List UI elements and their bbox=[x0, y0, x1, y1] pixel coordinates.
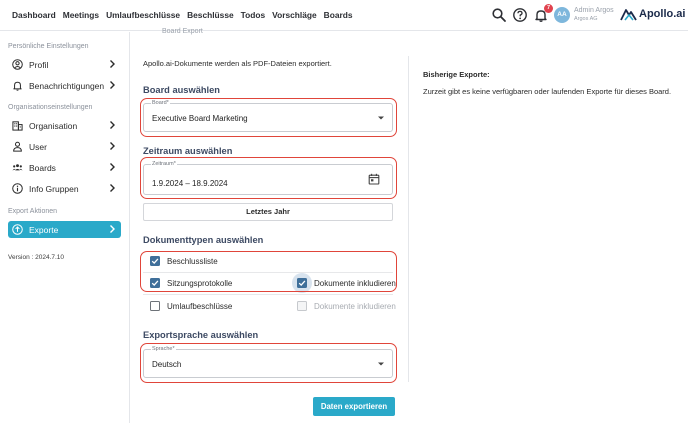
nav-dashboard[interactable]: Dashboard bbox=[12, 10, 56, 20]
intro-text: Apollo.ai-Dokumente werden als PDF-Dateien exportiert. bbox=[143, 59, 332, 68]
period-field-value: 1.9.2024 – 18.9.2024 bbox=[152, 179, 228, 188]
sidebar bbox=[0, 32, 130, 423]
main-nav bbox=[12, 10, 353, 20]
notification-badge: 7 bbox=[544, 4, 553, 13]
sidebar-item-label: Profil bbox=[29, 59, 49, 70]
row-divider bbox=[143, 294, 393, 295]
info-icon bbox=[12, 183, 23, 194]
export-button[interactable]: Daten exportieren bbox=[313, 397, 395, 416]
sidebar-item-label: User bbox=[29, 141, 47, 152]
umlaufbeschluesse-label: Umlaufbeschlüsse bbox=[167, 302, 233, 311]
chevron-right-icon bbox=[107, 141, 117, 151]
sidebar-item-user[interactable] bbox=[8, 138, 121, 155]
chevron-right-icon bbox=[107, 80, 117, 90]
nav-beschluesse[interactable]: Beschlüsse bbox=[187, 10, 234, 20]
apollo-logo[interactable] bbox=[620, 6, 686, 24]
sidebar-item-label: Benachrichtigungen bbox=[29, 80, 105, 91]
sidebar-item-benachrichtigungen[interactable] bbox=[8, 77, 121, 94]
breadcrumb[interactable]: Board Export bbox=[162, 28, 203, 35]
building-icon bbox=[12, 120, 23, 131]
nav-umlaufbeschluesse[interactable]: Umlaufbeschlüsse bbox=[106, 10, 181, 20]
group-icon bbox=[12, 162, 23, 173]
language-select-value: Deutsch bbox=[152, 360, 182, 369]
period-field-label: Zeitraum* bbox=[152, 161, 176, 167]
sidebar-item-label: Organisation bbox=[29, 120, 78, 131]
highlight-period bbox=[140, 157, 397, 199]
board-heading: Board auswählen bbox=[143, 85, 220, 95]
highlight-board bbox=[140, 98, 397, 137]
nav-vorschlaege[interactable]: Vorschläge bbox=[272, 10, 317, 20]
person-icon bbox=[12, 141, 23, 152]
period-heading: Zeitraum auswählen bbox=[143, 146, 233, 156]
search-icon[interactable] bbox=[491, 7, 507, 23]
language-heading: Exportsprache auswählen bbox=[143, 330, 259, 340]
highlight-doctypes bbox=[140, 251, 397, 292]
section-personal: Persönliche Einstellungen bbox=[8, 43, 89, 50]
previous-exports-title: Bisherige Exporte: bbox=[423, 70, 490, 79]
sidebar-item-label: Info Gruppen bbox=[29, 183, 79, 194]
bell-icon bbox=[12, 80, 23, 91]
highlight-language bbox=[140, 343, 397, 383]
board-select-label: Board* bbox=[152, 100, 169, 106]
chevron-right-icon bbox=[107, 162, 117, 172]
sidebar-item-label: Boards bbox=[29, 162, 56, 173]
user-company: Argos AG bbox=[574, 16, 598, 22]
sidebar-item-organisation[interactable] bbox=[8, 117, 121, 134]
sidebar-item-exporte[interactable] bbox=[8, 221, 121, 238]
sidebar-item-label: Exporte bbox=[29, 224, 59, 235]
umlaufbeschluesse-include-label: Dokumente inkludieren bbox=[314, 302, 396, 311]
logo-text: Apollo.ai bbox=[639, 8, 686, 20]
version-label: Version : 2024.7.10 bbox=[8, 254, 65, 261]
sidebar-item-boards[interactable] bbox=[8, 159, 121, 176]
umlaufbeschluesse-checkbox[interactable] bbox=[150, 301, 160, 311]
user-name: Admin Argos bbox=[574, 7, 614, 14]
user-circle-icon bbox=[12, 59, 23, 70]
beschlussliste-label: Beschlussliste bbox=[167, 257, 218, 266]
sidebar-item-info-gruppen[interactable] bbox=[8, 180, 121, 197]
nav-meetings[interactable]: Meetings bbox=[62, 10, 100, 20]
nav-boards[interactable]: Boards bbox=[323, 10, 353, 20]
chevron-right-icon bbox=[107, 224, 117, 234]
panel-divider bbox=[408, 56, 409, 382]
language-select-label: Sprache* bbox=[152, 346, 175, 352]
previous-exports-text: Zurzeit gibt es keine verfügbaren oder laufenden Exporte für dieses Board. bbox=[423, 87, 672, 96]
top-bar bbox=[0, 0, 688, 31]
board-select-value: Executive Board Marketing bbox=[152, 114, 248, 123]
sitzungsprotokolle-include-label: Dokumente inkludieren bbox=[314, 279, 396, 288]
export-icon bbox=[12, 224, 23, 235]
nav-todos[interactable]: Todos bbox=[240, 10, 266, 20]
chevron-right-icon bbox=[107, 120, 117, 130]
section-org: Organisationseinstellungen bbox=[8, 104, 93, 111]
last-year-button[interactable]: Letztes Jahr bbox=[143, 203, 393, 221]
sidebar-item-profil[interactable] bbox=[8, 56, 121, 73]
section-export: Export Aktionen bbox=[8, 208, 58, 215]
doctypes-heading: Dokumenttypen auswählen bbox=[143, 235, 264, 245]
chevron-right-icon bbox=[107, 59, 117, 69]
apollo-logo-icon bbox=[620, 8, 637, 21]
avatar[interactable]: AA bbox=[554, 7, 570, 23]
chevron-right-icon bbox=[107, 183, 117, 193]
help-icon[interactable] bbox=[512, 7, 528, 23]
sitzungsprotokolle-label: Sitzungsprotokolle bbox=[167, 279, 233, 288]
umlaufbeschluesse-include-checkbox bbox=[297, 301, 307, 311]
